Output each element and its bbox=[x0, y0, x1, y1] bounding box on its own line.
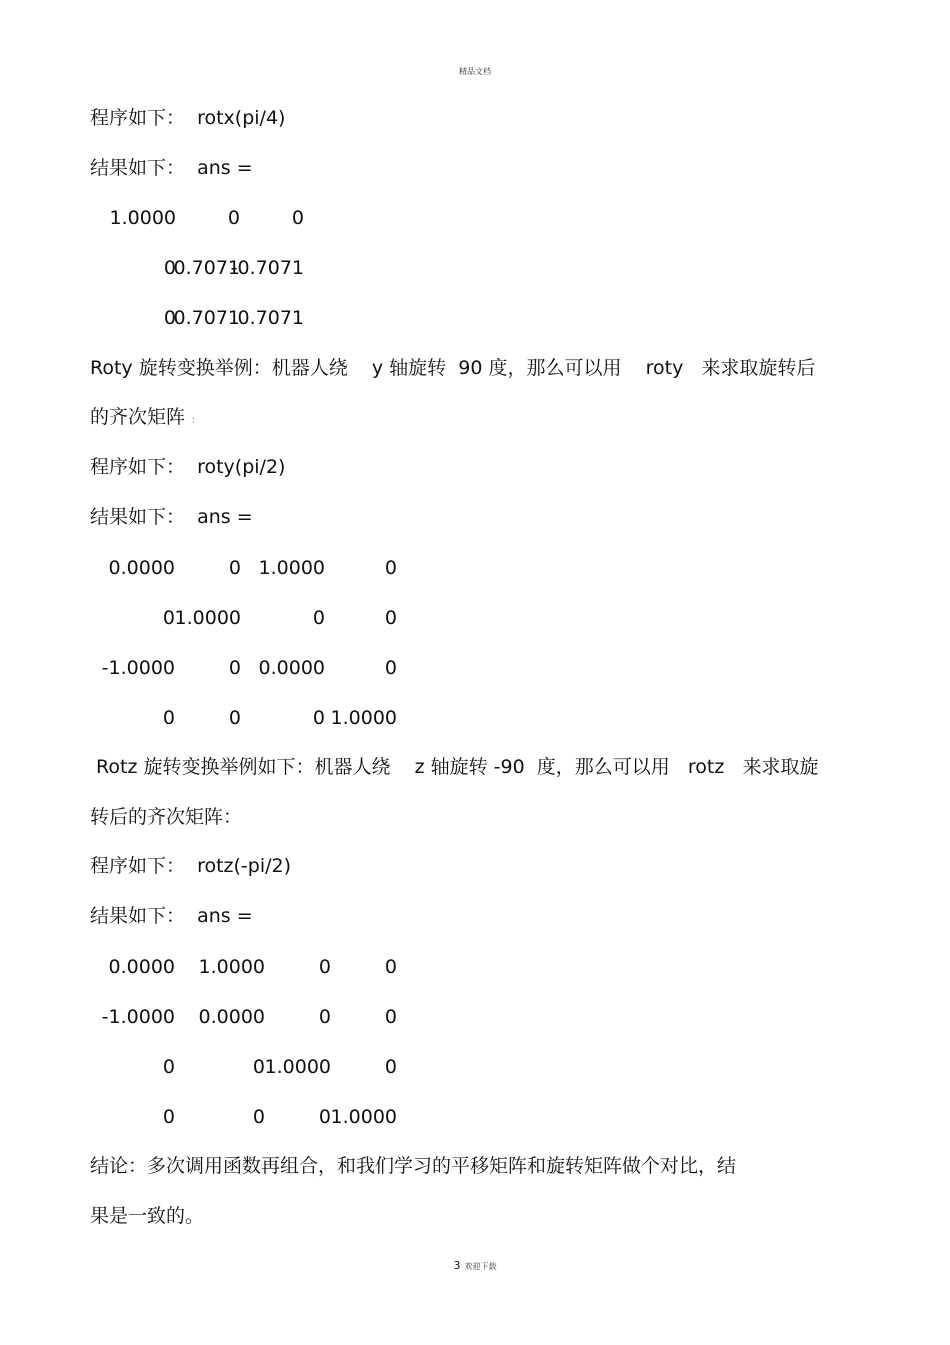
rotx-matrix-cell: 0 bbox=[163, 307, 176, 329]
roty-matrix-cell: 0 bbox=[384, 557, 397, 579]
roty-matrix-cell: 0 bbox=[162, 607, 175, 629]
roty-matrix-cell: 1.0000 bbox=[330, 707, 397, 729]
rotz-program-line: 程序如下： rotz(-pi/2) bbox=[90, 855, 292, 877]
rotz-matrix-cell: 1.0000 bbox=[198, 956, 265, 978]
rotx-matrix-cell: 0 bbox=[163, 257, 176, 279]
rotz-matrix-cell: 0.0000 bbox=[108, 956, 175, 978]
page-header: 精品文档 bbox=[459, 67, 491, 76]
footer-text: 欢迎下载 bbox=[464, 1262, 497, 1271]
roty-matrix-cell: 0 bbox=[384, 607, 397, 629]
roty-matrix-cell: 1.0000 bbox=[174, 607, 241, 629]
roty-description-text: 的齐次矩阵 bbox=[90, 406, 186, 428]
rotx-matrix-cell: 0 bbox=[227, 207, 240, 229]
rotz-matrix-cell: 0 bbox=[318, 956, 331, 978]
conclusion-line2: 果是一致的。 bbox=[90, 1205, 205, 1227]
rotz-matrix-cell: 0 bbox=[384, 1006, 397, 1028]
rotz-matrix-cell: 0 bbox=[318, 1106, 331, 1128]
rotz-matrix-cell: 1.0000 bbox=[330, 1106, 397, 1128]
rotz-matrix-cell: 0.0000 bbox=[198, 1006, 265, 1028]
rotx-matrix-cell: 0.7071 bbox=[173, 307, 240, 329]
roty-matrix-cell: 0 bbox=[162, 707, 175, 729]
rotz-matrix-cell: 0 bbox=[162, 1056, 175, 1078]
page-footer bbox=[0, 1259, 950, 1272]
rotz-matrix-cell: 1.0000 bbox=[264, 1056, 331, 1078]
rotz-matrix-cell: 0 bbox=[252, 1056, 265, 1078]
roty-matrix-cell: 0.0000 bbox=[258, 657, 325, 679]
rotx-matrix-cell: -0.7071 bbox=[230, 257, 304, 279]
page-number: 3 bbox=[453, 1259, 461, 1272]
roty-matrix-cell: 0 bbox=[228, 657, 241, 679]
rotx-matrix-cell: 0 bbox=[291, 207, 304, 229]
roty-matrix-cell: 0 bbox=[228, 707, 241, 729]
roty-description-line2 bbox=[90, 405, 200, 433]
rotx-matrix-cell: 1.0000 bbox=[109, 207, 176, 229]
rotz-matrix-cell: 0 bbox=[384, 956, 397, 978]
roty-matrix-cell: 1.0000 bbox=[258, 557, 325, 579]
rotz-matrix-cell: 0 bbox=[384, 1056, 397, 1078]
roty-description-line1: Roty 旋转变换举例：机器人绕 y 轴旋转 90 度，那么可以用 roty 来求取旋转后 bbox=[90, 357, 816, 379]
rotz-result-line: 结果如下： ans = bbox=[90, 905, 253, 927]
rotz-matrix-cell: 0 bbox=[318, 1006, 331, 1028]
roty-matrix-cell: 0 bbox=[312, 707, 325, 729]
roty-matrix-cell: 0.0000 bbox=[108, 557, 175, 579]
rotz-description-line2: 转后的齐次矩阵： bbox=[90, 806, 243, 828]
rotx-program-line: 程序如下： rotx(pi/4) bbox=[90, 107, 286, 129]
roty-matrix-cell: 0 bbox=[228, 557, 241, 579]
rotx-result-line: 结果如下： ans = bbox=[90, 157, 253, 179]
roty-matrix-cell: 0 bbox=[384, 657, 397, 679]
rotz-matrix-cell: -1.0000 bbox=[101, 1006, 175, 1028]
roty-result-line: 结果如下： ans = bbox=[90, 506, 253, 528]
rotx-matrix-cell: 0.7071 bbox=[173, 257, 240, 279]
rotx-matrix-cell: 0.7071 bbox=[237, 307, 304, 329]
roty-program-line: 程序如下： roty(pi/2) bbox=[90, 456, 286, 478]
roty-description-mark: ： bbox=[191, 416, 201, 426]
conclusion-line1: 结论：多次调用函数再组合，和我们学习的平移矩阵和旋转矩阵做个对比，结 bbox=[90, 1155, 737, 1177]
rotz-matrix-cell: 0 bbox=[162, 1106, 175, 1128]
roty-matrix-cell: -1.0000 bbox=[101, 657, 175, 679]
rotz-matrix-cell: 0 bbox=[252, 1106, 265, 1128]
rotz-description-line1: Rotz 旋转变换举例如下：机器人绕 z 轴旋转 -90 度，那么可以用 rotz 来求取旋 bbox=[90, 756, 819, 778]
roty-matrix-cell: 0 bbox=[312, 607, 325, 629]
